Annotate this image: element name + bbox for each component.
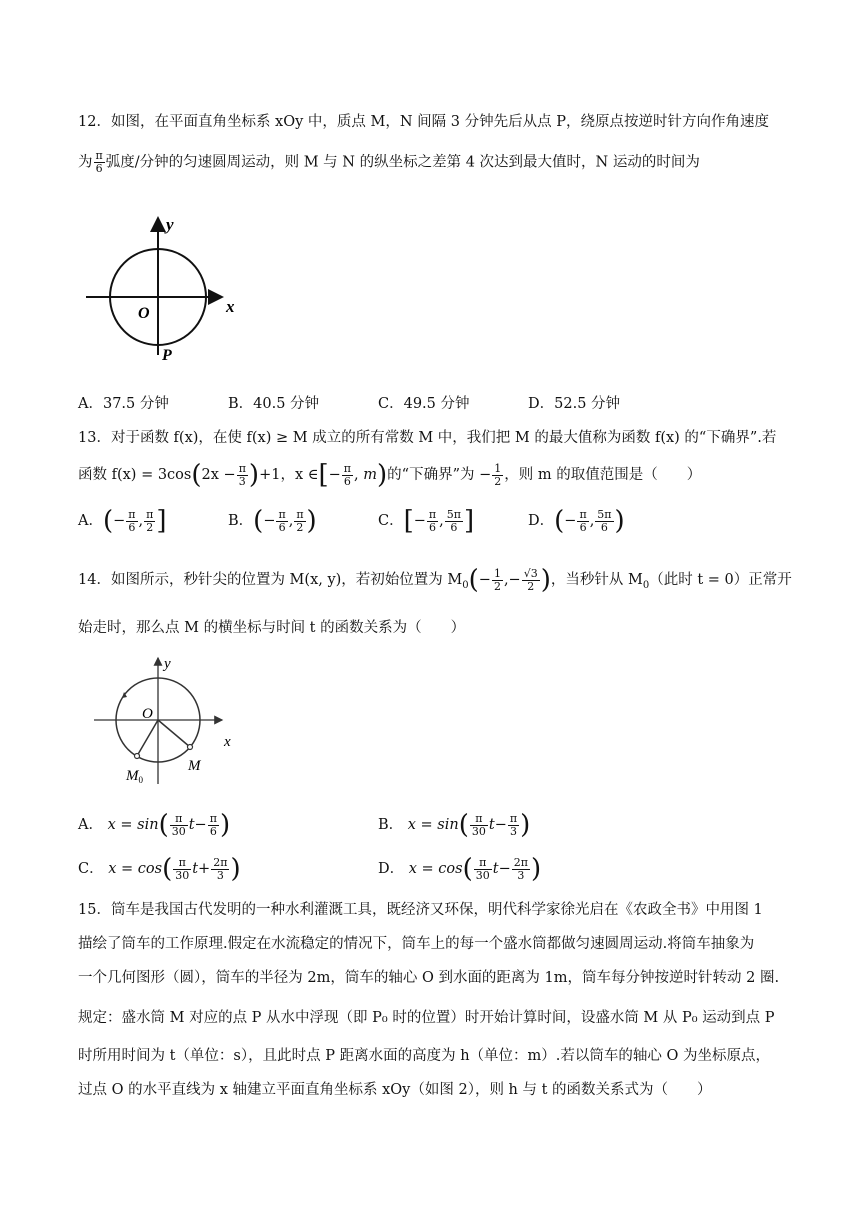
q12-frac-num: π xyxy=(95,149,103,162)
q14-origin-label: O xyxy=(142,706,153,722)
q14-line2: 始走时，那么点 M 的横坐标与时间 t 的函数关系为（ ） xyxy=(78,620,466,636)
q15-line3: 一个几何图形（圆），筒车的半径为 2m，筒车的轴心 O 到水面的距离为 1m，筒车每分钟按逆时针转动 2 圈. xyxy=(78,970,780,986)
q12-option-a[interactable]: A．37.5 分钟 xyxy=(78,396,169,412)
q13-option-d[interactable]: D．(− $\frac{\pi}{6}$ , $\frac{5\pi}{6}$ ) xyxy=(528,506,625,536)
q14-option-c[interactable]: C． x = cos( $\frac{\pi}{30}$ t+ $\frac{2\pi}{3}$ ) xyxy=(78,854,241,884)
q14-x-label: x xyxy=(224,734,231,750)
q15-line1: 15．筒车是我国古代发明的一种水利灌溉工具，既经济又环保，明代科学家徐光启在《农政全书》中用图 1 xyxy=(78,902,763,918)
q14-m0-label: $M_0$ xyxy=(126,768,143,785)
q12-frac-den: 6 xyxy=(95,162,103,175)
q14-option-b[interactable]: B． x = sin( $\frac{\pi}{30}$ t− $\frac{\pi}{3}$ ) xyxy=(378,810,531,840)
q14-clock-figure xyxy=(88,652,238,792)
q14-line1: 14．如图所示，秒针尖的位置为 M(x, y)，若初始位置为 $M_0(-$ $\frac{1}{2}$ ,− $\frac{√3}{2}$ )，当秒针从 $M_0$（此时 t = 0）正常开 xyxy=(78,565,792,595)
q12-line2 xyxy=(78,150,700,175)
q12-option-c[interactable]: C．49.5 分钟 xyxy=(378,396,470,412)
q14-point-m xyxy=(188,745,193,750)
q12-line1: 12．如图，在平面直角坐标系 xOy 中，质点 M，N 间隔 3 分钟先后从点 P，绕原点按逆时针方向作角速度 xyxy=(78,114,769,130)
q12-x-label: x xyxy=(226,297,235,316)
q14-point-m0 xyxy=(135,754,140,759)
q15-line4: 规定：盛水筒 M 对应的点 P 从水中浮现（即 P₀ 时的位置）时开始计算时间，设盛水筒 M 从 P₀ 运动到点 P xyxy=(78,1010,775,1026)
q15-line5: 时所用时间为 t（单位：s），且此时点 P 距离水面的高度为 h（单位：m）.若以筒车的轴心 O 为坐标原点， xyxy=(78,1048,771,1064)
q13-option-a[interactable]: A．(− $\frac{\pi}{6}$ , $\frac{\pi}{2}$ ] xyxy=(78,506,167,536)
q14-y-label: y xyxy=(164,656,171,672)
q12-y-label: y xyxy=(166,215,174,234)
q12-option-d[interactable]: D．52.5 分钟 xyxy=(528,396,621,412)
q12-origin-label: O xyxy=(138,305,150,322)
q12-option-b[interactable]: B．40.5 分钟 xyxy=(228,396,320,412)
q14-hand-m0 xyxy=(137,720,158,756)
q13-line1: 13．对于函数 f(x)，在使 f(x) ≥ M 成立的所有常数 M 中，我们把 M 的最大值称为函数 f(x) 的“下确界”.若 xyxy=(78,430,777,446)
q13-line2: 函数 f(x) = 3cos(2x − $\frac{\pi}{3}$ )+1，x ∈[− $\frac{\pi}{6}$ , m)的“下确界”为 − $\frac{1}{2}$ ，则 m 的取值范围是（ ） xyxy=(78,460,702,490)
q14-option-a[interactable]: A． x = sin( $\frac{\pi}{30}$ t− $\frac{\pi}{6}$ ) xyxy=(78,810,231,840)
q15-line2: 描绘了筒车的工作原理.假定在水流稳定的情况下，筒车上的每一个盛水筒都做匀速圆周运动.将筒车抽象为 xyxy=(78,936,755,952)
q13-option-c[interactable]: C．[− $\frac{\pi}{6}$ , $\frac{5\pi}{6}$ ] xyxy=(378,506,475,536)
q12-line2-pre: 为 xyxy=(78,154,93,171)
q12-line2-post: 弧度/分钟的匀速圆周运动，则 M 与 N 的纵坐标之差第 4 次达到最大值时，N 运动的时间为 xyxy=(105,154,700,171)
q14-option-d[interactable]: D． x = cos( $\frac{\pi}{30}$ t− $\frac{2\pi}{3}$ ) xyxy=(378,854,542,884)
q12-fraction xyxy=(94,150,105,175)
q15-line6: 过点 O 的水平直线为 x 轴建立平面直角坐标系 xOy（如图 2），则 h 与 t 的函数关系式为（ ） xyxy=(78,1082,712,1098)
q12-point-p-label: P xyxy=(162,347,172,364)
q14-m-label: M xyxy=(188,758,201,774)
q14-hand-m xyxy=(158,720,190,747)
q13-option-b[interactable]: B．(− $\frac{\pi}{6}$ , $\frac{\pi}{2}$ ) xyxy=(228,506,317,536)
q12-circle-figure xyxy=(82,210,252,370)
